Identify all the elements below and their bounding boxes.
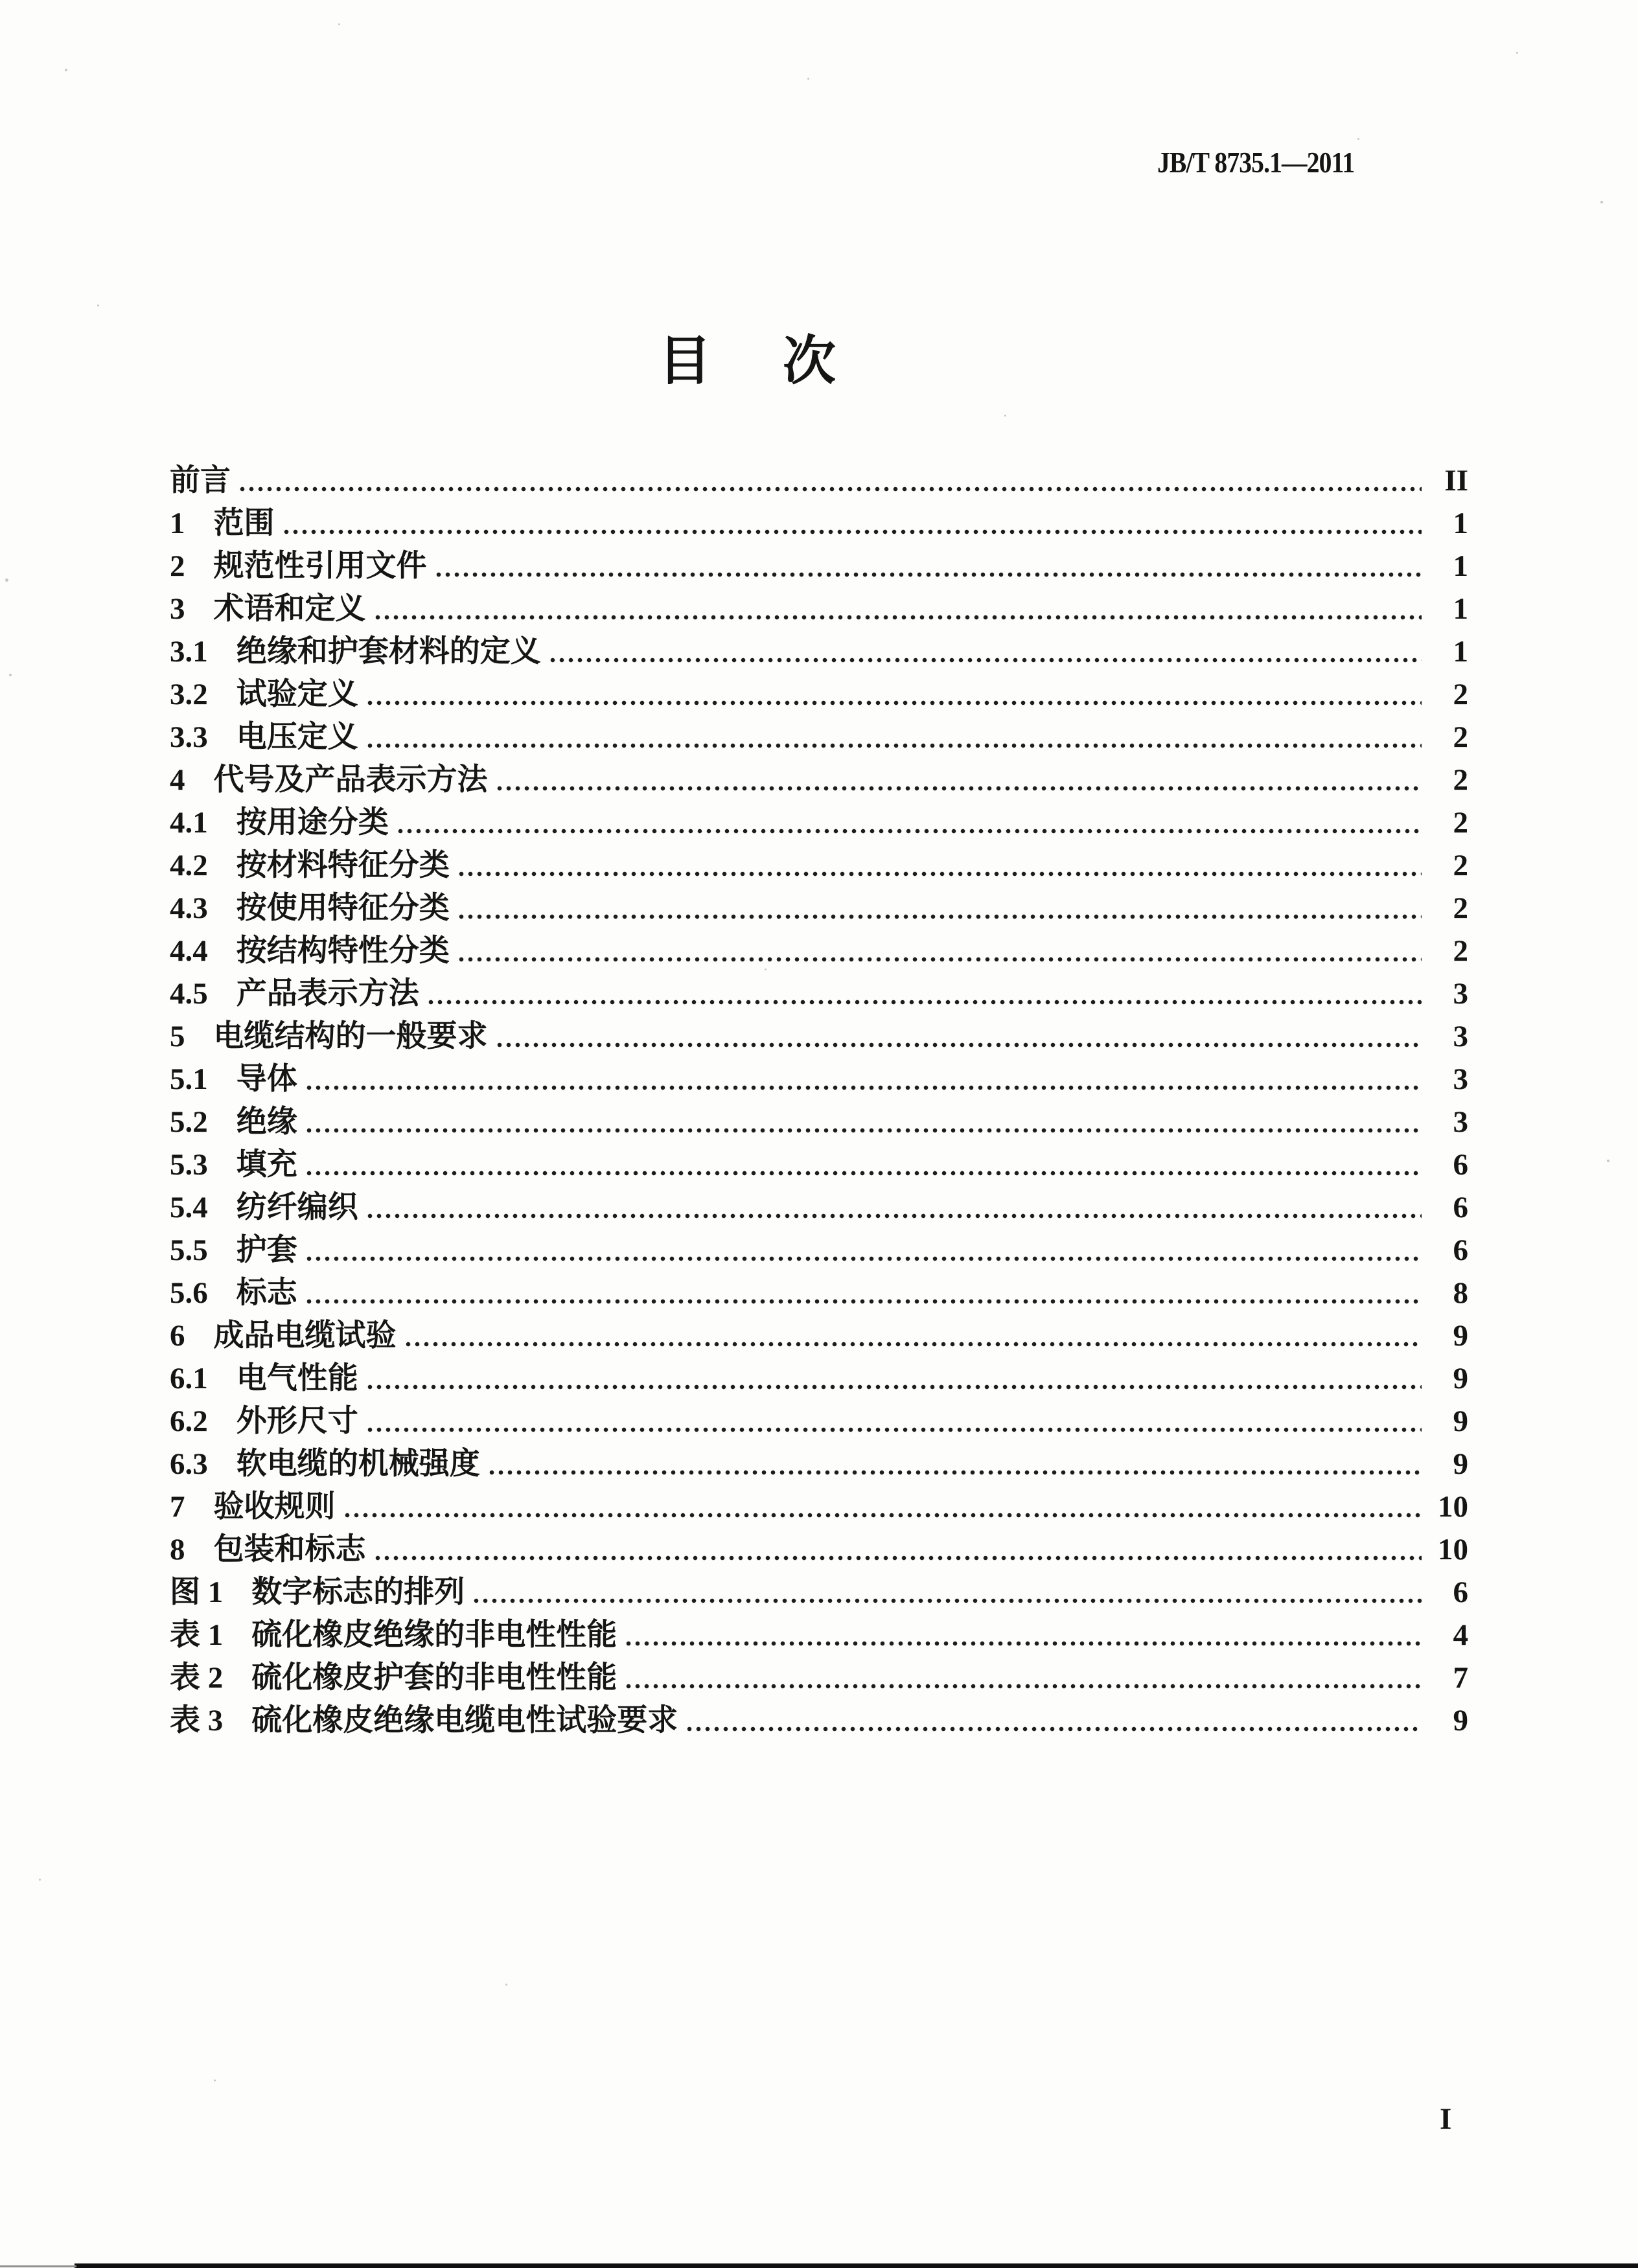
toc-entry-number: 表 3: [170, 1704, 224, 1738]
toc-entry-title: 导体: [236, 1062, 297, 1097]
toc-list: [170, 455, 1468, 1737]
toc-entry-page: 2: [1453, 720, 1468, 755]
scan-artifact-bottom-line-faint: [0, 2265, 76, 2267]
toc-entry-page: 10: [1438, 1490, 1468, 1524]
toc-entry-title: 外形尺寸: [236, 1404, 358, 1439]
toc-entry-number: 4.3: [170, 891, 208, 926]
toc-entry: [170, 1481, 1468, 1524]
toc-entry-title: 按使用特征分类: [236, 891, 450, 926]
toc-entry-title: 硫化橡皮绝缘的非电性性能: [251, 1618, 617, 1653]
toc-entry: [170, 1395, 1468, 1438]
toc-entry-title: 验收规则: [213, 1490, 336, 1524]
toc-entry-number: 1: [170, 507, 185, 541]
dot-leader: [496, 1041, 1422, 1049]
toc-entry-page: 2: [1453, 678, 1468, 712]
toc-entry-number: 3: [170, 592, 185, 626]
toc-entry: [170, 925, 1468, 968]
toc-entry-number: 3.3: [170, 720, 208, 755]
toc-entry-number: 图 1: [170, 1575, 224, 1610]
toc-entry: [170, 1438, 1468, 1481]
toc-entry-title: 按材料特征分类: [236, 849, 450, 883]
toc-entry-number: 6: [170, 1319, 185, 1353]
toc-entry-number: 3.2: [170, 678, 208, 712]
toc-entry-number: 5.4: [170, 1191, 208, 1225]
toc-entry: [170, 968, 1468, 1011]
dot-leader: [366, 1383, 1422, 1391]
toc-entry: [170, 498, 1468, 540]
toc-entry-page: 10: [1438, 1533, 1468, 1567]
dot-leader: [625, 1682, 1422, 1690]
toc-entry-number: 6.1: [170, 1362, 208, 1396]
toc-entry-number: 5.5: [170, 1233, 208, 1268]
dot-leader: [343, 1511, 1422, 1519]
toc-entry-page: 3: [1453, 977, 1468, 1011]
toc-entry-title: 数字标志的排列: [251, 1575, 465, 1610]
dot-leader: [305, 1169, 1422, 1177]
toc-entry-number: 4: [170, 763, 185, 797]
toc-entry-number: 表 2: [170, 1661, 224, 1695]
standard-number: JB/T 8735.1—2011: [1157, 146, 1355, 179]
toc-entry-title: 范围: [213, 507, 275, 541]
toc-entry: [170, 754, 1468, 797]
toc-entry: [170, 1182, 1468, 1224]
toc-entry-page: 9: [1453, 1447, 1468, 1482]
toc-entry-number: 5.6: [170, 1276, 208, 1311]
toc-entry: [170, 1353, 1468, 1395]
dot-leader: [496, 785, 1422, 792]
toc-entry-title: 成品电缆试验: [213, 1319, 397, 1353]
dot-leader: [457, 913, 1422, 921]
toc-entry-number: 8: [170, 1533, 185, 1567]
toc-entry-page: 3: [1453, 1020, 1468, 1054]
toc-entry-number: 5.2: [170, 1105, 208, 1140]
toc-entry-page: 4: [1453, 1618, 1468, 1653]
toc-entry-page: 6: [1453, 1233, 1468, 1268]
toc-entry-page: II: [1444, 464, 1468, 498]
toc-entry-title: 包装和标志: [213, 1533, 366, 1567]
dot-leader: [366, 699, 1422, 707]
dot-leader: [366, 1426, 1422, 1434]
toc-entry-title: 术语和定义: [213, 592, 366, 626]
toc-entry-number: 4.2: [170, 849, 208, 883]
page-title: 目 次: [658, 332, 845, 391]
toc-entry-page: 6: [1453, 1575, 1468, 1610]
toc-entry-title: 前言: [170, 464, 231, 498]
toc-entry-page: 6: [1453, 1148, 1468, 1182]
toc-entry-title: 电缆结构的一般要求: [213, 1020, 488, 1054]
toc-entry-number: 6.3: [170, 1447, 208, 1482]
toc-entry-number: 4.4: [170, 934, 208, 968]
toc-entry: [170, 1267, 1468, 1310]
toc-entry-title: 硫化橡皮护套的非电性性能: [251, 1661, 617, 1695]
toc-entry-number: 7: [170, 1490, 185, 1524]
toc-entry: [170, 1011, 1468, 1053]
dot-leader: [457, 870, 1422, 878]
toc-entry: [170, 711, 1468, 754]
toc-entry: [170, 1224, 1468, 1267]
toc-entry-title: 试验定义: [236, 678, 358, 712]
toc-entry-page: 1: [1453, 635, 1468, 669]
toc-entry: [170, 583, 1468, 626]
dot-leader: [397, 827, 1422, 835]
toc-entry-number: 6.2: [170, 1404, 208, 1439]
toc-entry: [170, 1053, 1468, 1096]
toc-entry-title: 软电缆的机械强度: [236, 1447, 480, 1482]
dot-leader: [374, 1554, 1422, 1562]
toc-entry: [170, 1310, 1468, 1353]
toc-entry-title: 产品表示方法: [236, 977, 419, 1011]
toc-entry-number: 5.3: [170, 1148, 208, 1182]
toc-entry-number: 2: [170, 549, 185, 584]
toc-entry-title: 标志: [236, 1276, 297, 1311]
toc-entry: [170, 1524, 1468, 1566]
toc-entry-page: 9: [1453, 1362, 1468, 1396]
toc-entry-title: 按用途分类: [236, 806, 389, 840]
toc-entry-page: 9: [1453, 1404, 1468, 1439]
toc-entry-page: 2: [1453, 849, 1468, 883]
toc-entry: [170, 669, 1468, 711]
toc-entry: [170, 840, 1468, 882]
toc-entry: [170, 1139, 1468, 1182]
toc-entry-title: 规范性引用文件: [213, 549, 427, 584]
footer-page-number: I: [1440, 2102, 1452, 2136]
dot-leader: [366, 742, 1422, 750]
toc-entry-page: 1: [1453, 549, 1468, 584]
toc-entry-title: 绝缘和护套材料的定义: [236, 635, 541, 669]
toc-entry: [170, 626, 1468, 669]
toc-entry-title: 电压定义: [236, 720, 358, 755]
toc-entry-page: 6: [1453, 1191, 1468, 1225]
toc-entry-number: 表 1: [170, 1618, 224, 1653]
toc-entry-title: 电气性能: [236, 1362, 358, 1396]
dot-leader: [404, 1340, 1422, 1348]
toc-entry-title: 硫化橡皮绝缘电缆电性试验要求: [251, 1704, 678, 1738]
toc-entry-page: 1: [1453, 592, 1468, 626]
dot-leader: [305, 1255, 1422, 1263]
dot-leader: [305, 1298, 1422, 1305]
dot-leader: [366, 1212, 1422, 1220]
toc-entry-page: 7: [1453, 1661, 1468, 1695]
toc-entry-title: 代号及产品表示方法: [213, 763, 488, 797]
toc-entry: [170, 1096, 1468, 1139]
dot-leader: [238, 485, 1422, 493]
toc-entry-page: 2: [1453, 806, 1468, 840]
toc-entry: [170, 540, 1468, 583]
dot-leader: [427, 998, 1422, 1006]
dot-leader: [625, 1640, 1422, 1647]
toc-entry: [170, 1566, 1468, 1609]
toc-entry-page: 8: [1453, 1276, 1468, 1311]
toc-entry: [170, 1695, 1468, 1737]
toc-entry-page: 2: [1453, 891, 1468, 926]
dot-leader: [488, 1469, 1422, 1476]
toc-entry-number: 3.1: [170, 635, 208, 669]
toc-entry: [170, 1652, 1468, 1695]
dot-leader: [283, 528, 1422, 536]
toc-entry-title: 纺纤编织: [236, 1191, 358, 1225]
dot-leader: [549, 656, 1422, 664]
toc-entry-page: 9: [1453, 1704, 1468, 1738]
toc-entry-page: 1: [1453, 507, 1468, 541]
toc-entry-number: 5: [170, 1020, 185, 1054]
toc-entry-title: 护套: [236, 1233, 297, 1268]
toc-entry: [170, 797, 1468, 840]
dot-leader: [374, 613, 1422, 621]
toc-entry: [170, 455, 1468, 498]
toc-entry-page: 9: [1453, 1319, 1468, 1353]
toc-entry-page: 2: [1453, 934, 1468, 968]
dot-leader: [457, 956, 1422, 963]
toc-entry: [170, 882, 1468, 925]
dot-leader: [305, 1084, 1422, 1092]
toc-entry-page: 3: [1453, 1105, 1468, 1140]
toc-entry-page: 3: [1453, 1062, 1468, 1097]
dot-leader: [686, 1725, 1422, 1733]
toc-entry-page: 2: [1453, 763, 1468, 797]
dot-leader: [472, 1597, 1422, 1605]
toc-entry: [170, 1609, 1468, 1652]
dot-leader: [305, 1127, 1422, 1134]
toc-entry-number: 4.1: [170, 806, 208, 840]
toc-entry-title: 绝缘: [236, 1105, 297, 1140]
toc-entry-title: 按结构特性分类: [236, 934, 450, 968]
dot-leader: [435, 571, 1422, 578]
toc-entry-number: 5.1: [170, 1062, 208, 1097]
toc-entry-number: 4.5: [170, 977, 208, 1011]
scan-artifact-bottom-line: [75, 2263, 1638, 2268]
toc-entry-title: 填充: [236, 1148, 297, 1182]
